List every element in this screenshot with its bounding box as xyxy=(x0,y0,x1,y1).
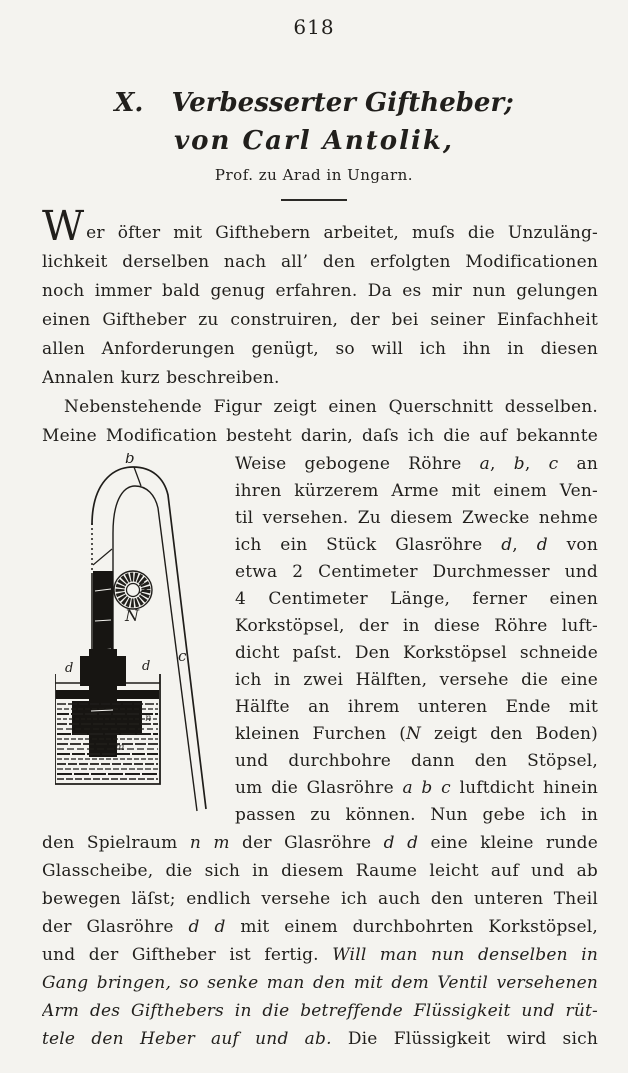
text-line: den Spielraum n m der Glasröhre d d eine kleine runde xyxy=(42,833,598,853)
text-line: Arm des Gifthebers in die betreffende Flüssigkeit und rüt- xyxy=(42,1001,598,1021)
text-line: und durchbohre dann den Stöpsel, xyxy=(235,751,598,771)
figure-label-d-right: d xyxy=(142,659,151,674)
text-line: Meine Modification besteht darin, daſs ich die auf bekannte xyxy=(42,426,598,446)
paragraph-1 xyxy=(42,202,598,393)
article-byline: von Carl Antolik, xyxy=(174,126,454,156)
giftheber-cross-section-diagram xyxy=(55,453,215,828)
paragraph-2 xyxy=(42,393,598,451)
article-body xyxy=(42,202,598,1053)
text-line: Weise gebogene Röhre a, b, c an xyxy=(235,454,598,474)
text-line: einen Giftheber zu construiren, der bei seiner Einfachheit xyxy=(42,310,598,330)
text-line: etwa 2 Centimeter Durchmesser und xyxy=(235,562,598,582)
figure-label-c: c xyxy=(178,647,187,665)
figure-label-n: n xyxy=(145,713,152,724)
text-line: Wer öfter mit Gifthebern arbeitet, muſs die Unzuläng- xyxy=(42,202,598,250)
text-line: til versehen. Zu diesem Zwecke nehme xyxy=(235,508,598,528)
figure-and-wrapped-text xyxy=(42,451,598,829)
figure-label-d-left: d xyxy=(65,661,74,676)
text-line: um die Glasröhre a b c luftdicht hinein xyxy=(235,778,598,798)
meniscus-line xyxy=(93,549,112,565)
article-title: Verbesserter Giftheber; xyxy=(171,88,514,118)
author-affiliation: Prof. zu Arad in Ungarn. xyxy=(214,166,414,184)
text-line: Hälfte an ihrem unteren Ende mit xyxy=(235,697,598,717)
scanned-journal-page xyxy=(0,15,628,1073)
apparatus-figure xyxy=(42,451,235,829)
figure-label-m: m xyxy=(115,742,125,753)
text-line: Nebenstehende Figur zeigt einen Querschnitt desselben. xyxy=(64,397,598,417)
drop-cap: W xyxy=(42,202,87,250)
figure-label-N: N xyxy=(125,606,139,625)
text-line: allen Anforderungen genügt, so will ich ihn in diesen xyxy=(42,339,598,359)
cork-ring-hole xyxy=(127,584,140,597)
text-line: tele den Heber auf und ab. Die Flüssigkeit wird sich xyxy=(42,1029,598,1049)
text-line: Annalen kurz beschreiben. xyxy=(42,368,280,388)
text-line: 4 Centimeter Länge, ferner einen xyxy=(235,589,598,609)
paragraph-3 xyxy=(42,829,598,1053)
page-number: 618 xyxy=(293,15,335,39)
text-line: Glasscheibe, die sich in diesem Raume leicht auf und ab xyxy=(42,861,598,881)
text-line: dicht paſst. Den Korkstöpsel schneide xyxy=(235,643,598,663)
text-line: ich in zwei Hälften, versehe die eine xyxy=(235,670,598,690)
title-separator-rule xyxy=(281,199,347,201)
article-header xyxy=(0,85,628,187)
text-line: passen zu können. Nun gebe ich in xyxy=(235,805,598,825)
text-line: Gang bringen, so senke man den mit dem Ventil versehenen xyxy=(42,973,598,993)
text-line: kleinen Furchen (N zeigt den Boden) xyxy=(235,724,598,744)
text-line: noch immer bald genug erfahren. Da es mir nun gelungen xyxy=(42,281,598,301)
figure-label-b: b xyxy=(125,453,135,467)
text-line: ihren kürzerem Arme mit einem Ven- xyxy=(235,481,598,501)
text-line: lichkeit derselben nach all’ den erfolgten Modificationen xyxy=(42,252,598,272)
text-line: und der Giftheber ist fertig. Will man nun denselben in xyxy=(42,945,598,965)
tube-apex-cut xyxy=(134,467,141,486)
article-title-line xyxy=(0,85,628,121)
cork-horizontal-bar xyxy=(72,701,142,735)
section-numeral: X. xyxy=(114,88,144,118)
liquid-dark-band xyxy=(56,690,159,699)
wrapped-text-column xyxy=(235,451,598,829)
text-line: der Glasröhre d d mit einem durchbohrten Korkstöpsel, xyxy=(42,917,598,937)
text-line: Korkstöpsel, der in diese Röhre luft- xyxy=(235,616,598,636)
text-line: ich ein Stück Glasröhre d, d von xyxy=(235,535,598,555)
text-line: bewegen läſst; endlich versehe ich auch den unteren Theil xyxy=(42,889,598,909)
